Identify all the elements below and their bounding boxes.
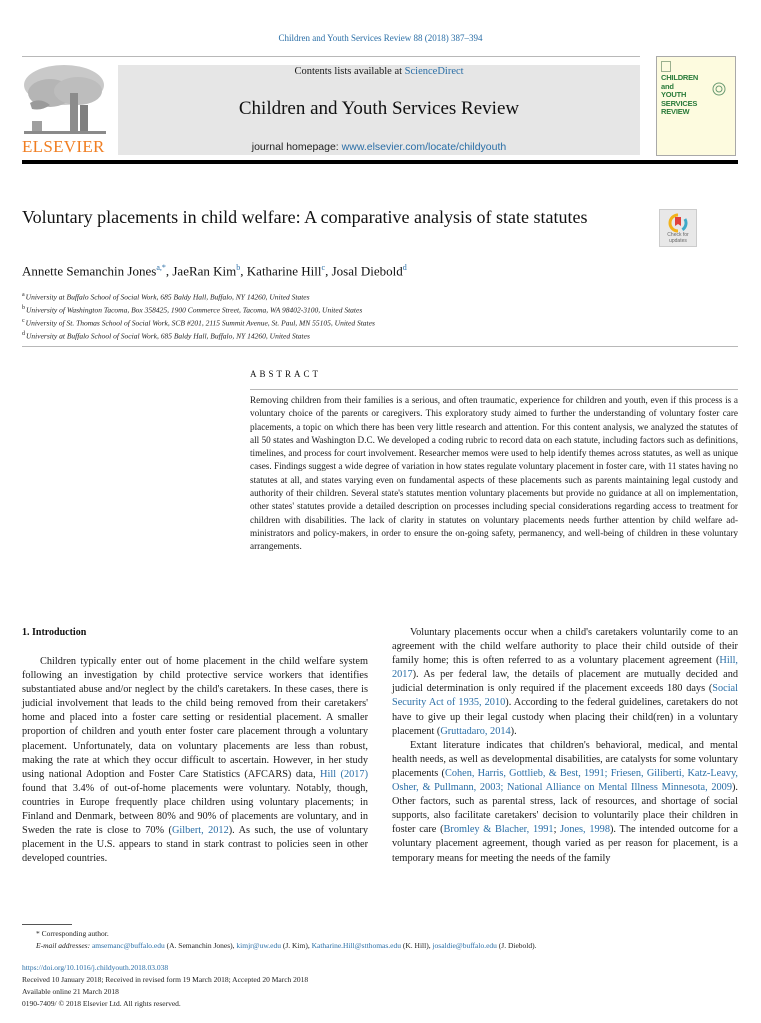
author-affiliation-marker[interactable]: d (402, 263, 407, 272)
affiliation-item (22, 329, 375, 342)
journal-reference-link[interactable]: Children and Youth Services Review 88 (2018) 387–394 (278, 33, 483, 43)
homepage-prefix: journal homepage: (251, 141, 342, 153)
journal-banner (118, 65, 640, 155)
email-owner: (J. Kim), (280, 941, 312, 950)
article-title: Voluntary placements in child welfare: A comparative analysis of state statutes (22, 207, 588, 227)
copyright-notice: 0190-7409/ © 2018 Elsevier Ltd. All rights reserved. (22, 999, 181, 1008)
body-paragraph (392, 739, 738, 866)
body-paragraph (392, 626, 738, 739)
citation-link[interactable]: Bromley & Blacher, 1991 (443, 824, 554, 836)
author-affiliation-marker[interactable]: c (321, 263, 326, 272)
elsevier-tree-icon (20, 63, 110, 135)
cover-emblem-icon (711, 81, 727, 97)
citation-link[interactable]: Gruttadaro, 2014 (440, 725, 511, 737)
cover-title-line: REVIEW (661, 107, 690, 116)
affiliation-marker: d (22, 331, 25, 337)
citation-link[interactable]: Hill, 2017 (392, 655, 738, 681)
journal-cover-thumbnail[interactable] (656, 56, 736, 156)
check-for-updates-button[interactable] (659, 209, 697, 247)
author-name: Katharine Hill (246, 263, 322, 279)
doi-link[interactable]: https://doi.org/10.1016/j.childyouth.2018.03.038 (22, 963, 169, 972)
journal-homepage-link[interactable]: www.elsevier.com/locate/childyouth (341, 141, 507, 153)
body-paragraph (22, 655, 368, 866)
citation-link[interactable]: Jones, 1998 (560, 824, 610, 836)
author-list: Annette Semanchin Jones$^{a,*}$, JaeRan Kim$^b$, Katharine Hill$^c$, Josal Diebold$^d$ (22, 263, 407, 279)
affiliation-marker: a (22, 292, 25, 298)
email-link[interactable]: amsemanc@buffalo.edu (91, 941, 165, 950)
available-online-date: Available online 21 March 2018 (22, 987, 119, 996)
body-text: ; (553, 824, 561, 836)
body-column-right (392, 626, 738, 866)
body-text: Extant literature indicates that children's behavioral, medical, and mental health needs, as well as developmental disabilities, are catalysts for some voluntary placements ( (392, 739, 738, 779)
contents-line (118, 66, 640, 77)
footnote-divider (22, 924, 72, 925)
section-heading-introduction: 1. Introduction (22, 627, 87, 638)
body-text: Children typically enter out of home placement in the child welfare system following an investigation by child protective service workers that identifies substantiated abuse and/or neglect by the child's caretakers. In these cases, there is judicial involvement that leads to the child being removed from their caretakers' home and placed into a foster care setting or residential placement. A smaller proportion of children and youth enter foster care placement through a voluntary placement. Unfortunately, data on voluntary placements are less than robust, making the rate at which they occur difficult to ascertain. However, in her study using national Adoption and Foster Care Statistics (AFCARS) data, (22, 656, 368, 780)
body-text: ). The intended outcome for a voluntary placement agreement, though varied as per reason for placement, is a temporary means for meeting the needs of the family (392, 824, 739, 864)
affiliation-list (22, 290, 375, 342)
journal-title: Children and Youth Services Review (238, 98, 520, 119)
author-name: Josal Diebold (331, 263, 403, 279)
email-owner: (K. Hill), (400, 941, 433, 950)
abstract-heading: ABSTRACT (250, 369, 322, 379)
crossmark-label-line: updates (669, 237, 687, 244)
body-text: ). (510, 725, 517, 737)
affiliation-marker: c (22, 318, 25, 324)
author-name: Annette Semanchin Jones (22, 263, 157, 279)
affiliation-item (22, 316, 375, 329)
affiliation-item (22, 303, 375, 316)
elsevier-wordmark: ELSEVIER (22, 137, 105, 156)
abstract-text: Removing children from their families is a serious, and often traumatic, experience for children and youth, even if this process is a voluntary choice of the parents or caregivers. This exploratory study aimed to further the understanding of voluntary foster care placements, a topic on which there has been very little research and attention. For this content analysis, we analyzed the statutes of all 50 states and Washington D.C. We developed a coding rubric to record data on each statute, including factors such as definitions, timelines, and process for court involvement. Researcher memos were used to help identify themes across statutes, as well as unique cases. Findings suggest a wide degree of variation in how states regulate voluntary placement in foster care, with 11 states having no statutes at all, and states varying even on fundamental aspects of these placements such as parents maintaining legal custody and authority of their children. Several state's statutes mention voluntary placements but provide no guidance at all on implementation, other states' statutes provide a detailed description on processes including special considerations regarding access to treatment for children with disabilities. The lack of clarity in statutes on voluntary placements needs further attention by child welfare administrators and policy-makers, in order to ensure the on-going safety, permanency, and well-being of children in these voluntary arrangements. (250, 395, 738, 552)
cover-title (661, 74, 698, 117)
citation-link[interactable]: Hill (2017) (320, 768, 369, 780)
affiliation-item (22, 290, 375, 303)
email-label: E-mail addresses: (36, 941, 91, 950)
footnotes (36, 928, 537, 952)
affiliations-divider (22, 346, 738, 347)
body-text: ). Other factors, such as parental stress, lack of resources, and shortage of social supports, also facilitate caretakers' decision to voluntarily place their children in foster care ( (392, 782, 738, 836)
email-link[interactable]: Katharine.Hill@stthomas.edu (311, 941, 401, 950)
body-text: ). As per federal law, the details of placement are mutually decided and judicial determination is only required if the placement exceeds 180 days ( (392, 669, 738, 695)
affiliation-text: University of Washington Tacoma, Box 358425, 1900 Commerce Street, Tacoma, WA 98402-3100, United States (26, 305, 363, 315)
body-text: Voluntary placements occur when a child's caretakers voluntarily come to an agreement with the child welfare authority to place their child outside of their family home; this is often referred to as a voluntary placement agreement ( (392, 627, 738, 667)
body-text: ). According to the federal guidelines, caretakers do not have to give up their legal custody when placing their child(ren) in a voluntary placement ( (392, 697, 739, 737)
abstract-divider (250, 389, 738, 390)
cover-title-line: and (661, 81, 674, 91)
email-link[interactable]: josaldie@buffalo.edu (432, 941, 497, 950)
author-affiliation-marker[interactable]: b (236, 263, 241, 272)
top-divider (22, 56, 640, 57)
contents-prefix: Contents lists available at (294, 66, 405, 77)
email-addresses (36, 940, 537, 952)
elsevier-logo[interactable] (20, 63, 110, 157)
homepage-line (118, 141, 640, 153)
crossmark-icon (668, 213, 688, 233)
cover-title-line: SERVICES (661, 98, 698, 108)
cover-title-line: YOUTH (661, 90, 687, 99)
citation-link[interactable]: Gilbert, 2012 (171, 825, 229, 837)
affiliation-text: University at Buffalo School of Social Work, 685 Baldy Hall, Buffalo, NY 14260, United States (26, 331, 310, 341)
citation-link[interactable]: Social Security Act of 1935, 2010 (392, 683, 738, 709)
affiliation-text: University of St. Thomas School of Social Work, SCB #201, 2115 Summit Avenue, St. Paul, MN 55105, United States (25, 318, 375, 328)
email-owner: (J. Diebold). (496, 941, 537, 950)
author-name: JaeRan Kim (172, 263, 237, 279)
author-affiliation-marker[interactable]: a,* (156, 263, 166, 272)
email-owner: (A. Semanchin Jones), (164, 941, 237, 950)
affiliation-text: University at Buffalo School of Social Work, 685 Baldy Hall, Buffalo, NY 14260, United States (25, 292, 310, 302)
cover-publisher-icon (661, 61, 671, 72)
header-thick-divider (22, 160, 738, 164)
publication-info (22, 962, 308, 1010)
email-link[interactable]: kimjr@uw.edu (236, 941, 281, 950)
affiliation-marker: b (22, 305, 25, 311)
body-text: ). As such, the use of voluntary placement in the U.S. appears to stand in stark contrast to policies seen in other developed countries. (22, 825, 368, 865)
cover-title-line: CHILDREN (661, 73, 699, 82)
crossmark-label (660, 233, 696, 244)
body-text: found that 3.4% of out-of-home placements were voluntary. Notably, though, countries in Europe frequently place children using voluntary placements; in Finland and Denmark, between 80% and 90% of placements are voluntary, and in Sweden the rate is close to 70% ( (22, 782, 368, 837)
corresponding-author-note: * Corresponding author. (36, 929, 109, 938)
sciencedirect-link[interactable]: ScienceDirect (404, 66, 464, 77)
body-column-left (22, 655, 368, 866)
crossmark-label-line: Check for (667, 232, 689, 238)
received-dates: Received 10 January 2018; Received in revised form 19 March 2018; Accepted 20 March 2018 (22, 975, 309, 984)
citation-link[interactable]: Cohen, Harris, Gottlieb, & Best, 1991; Friesen, Giliberti, Katz-Leavy, Osher, & Pullmann, 2003; National Alliance on Mental Illness Minnesota, 2009 (392, 767, 738, 794)
